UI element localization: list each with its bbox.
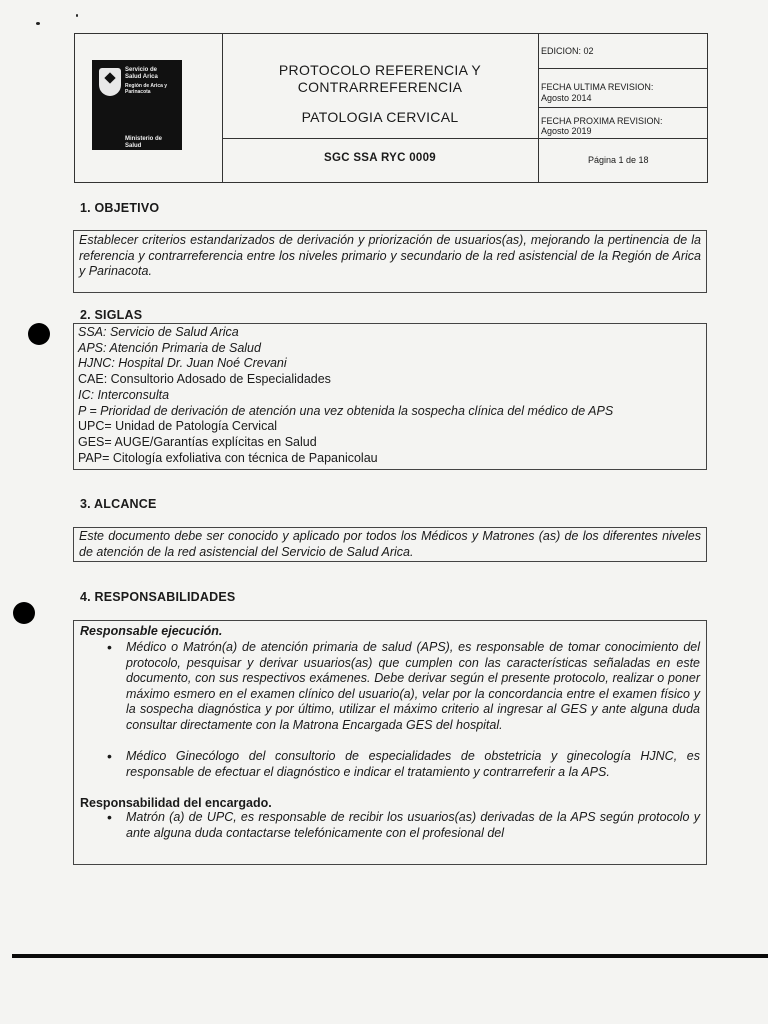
sigla-item: IC: Interconsulta [78,387,170,402]
sigla-item: UPC= Unidad de Patología Cervical [78,419,278,434]
last-revision-label: FECHA ULTIMA REVISION: [541,82,654,92]
next-revision-value: Agosto 2019 [541,126,592,136]
list-item [80,749,700,780]
sigla-item: CAE: Consultorio Adosado de Especialidades [78,372,331,387]
siglas-box [73,323,707,470]
protocol-title-line1: PROTOCOLO REFERENCIA Y [278,62,482,78]
sigla-item: APS: Atención Primaria de Salud [78,340,261,355]
bullet-text: Médico o Matrón(a) de atención primaria de salud (APS), es responsable de tomar conocimiento del protocolo, pesquisar y derivar usuarios(as) que cumplen con las características señaladas en este documento, con sus respectivos exámenes. Debe derivar según el presente protocolo, realizar o poner máximo esmero en el examen clínico del usuario(a), velar por la concordancia entre el examen físico y la sospecha diagnóstica y por último, utilizar el máximo criterio al ingresar al GES y ante alguna duda consultar directamente con la Matrona Encargada GES del hospital. [126,640,700,732]
logo-service-line1: Servicio de [125,67,158,73]
scan-speck [36,22,40,25]
next-revision-label: FECHA PROXIMA REVISION: [541,116,663,126]
section-objetivo-heading: 1. OBJETIVO [80,201,160,215]
logo-service-line2: Salud Arica [125,74,158,80]
sigla-item: HJNC: Hospital Dr. Juan Noé Crevani [78,356,287,371]
responsable-ejecucion-subheading: Responsable ejecución. [80,624,223,638]
sigla-item: GES= AUGE/Garantías explícitas en Salud [78,434,317,449]
responsabilidad-encargado-list [80,810,700,841]
logo-ministry-line2: Salud [125,143,142,149]
objetivo-text: Establecer criterios estandarizados de derivación y priorización de usuarios(as), mejorando la pertinencia de la referencia y contrarreferencia entre los niveles primario y secundario de la red asistencial de la Región de Arica y Parinacota. [79,233,701,278]
protocol-subtitle: PATOLOGIA CERVICAL [301,109,459,125]
binder-hole [28,323,50,345]
responsabilidades-box [73,620,707,865]
logo-region-line2: Parinacota [125,89,151,95]
objetivo-box [73,230,707,293]
ministry-logo [92,60,182,150]
sigla-item: SSA: Servicio de Salud Arica [78,325,239,339]
responsable-ejecucion-list [80,640,700,780]
scan-speck [76,14,78,17]
page-number: Página 1 de 18 [588,155,649,165]
list-item [80,640,700,733]
alcance-box [73,527,707,562]
logo-region-line1: Región de Arica y [125,83,168,89]
section-responsabilidades-heading: 4. RESPONSABILIDADES [80,590,236,604]
alcance-text: Este documento debe ser conocido y aplicado por todos los Médicos y Matrones (as) de los diferentes niveles de atención de la red asistencial del Servicio de Salud Arica. [79,529,701,559]
document-code: SGC SSA RYC 0009 [324,152,436,164]
section-alcance-heading: 3. ALCANCE [80,497,157,511]
protocol-title-line2: CONTRARREFERENCIA [297,79,463,95]
sigla-item: P = Prioridad de derivación de atención una vez obtenida la sospecha clínica del médico de APS [78,403,614,418]
list-item [80,810,700,841]
sigla-item: PAP= Citología exfoliativa con técnica de Papanicolau [78,450,378,465]
page-bottom-rule [12,954,768,958]
edition: EDICION: 02 [541,46,594,56]
binder-hole [13,602,35,624]
crest-icon [99,68,121,96]
responsabilidad-encargado-subheading: Responsabilidad del encargado. [80,796,272,810]
bullet-text: Matrón (a) de UPC, es responsable de recibir los usuarios(as) derivadas de la APS según protocolo y ante alguna duda contactarse telefónicamente con el profesional del [126,810,700,840]
last-revision-value: Agosto 2014 [541,93,592,103]
section-siglas-heading: 2. SIGLAS [80,308,143,322]
bullet-text: Médico Ginecólogo del consultorio de especialidades de obstetricia y ginecología HJNC, es responsable de efectuar el diagnóstico e indicar el tratamiento y contrarreferir a la APS. [126,749,700,779]
logo-ministry-line1: Ministerio de [125,136,163,142]
